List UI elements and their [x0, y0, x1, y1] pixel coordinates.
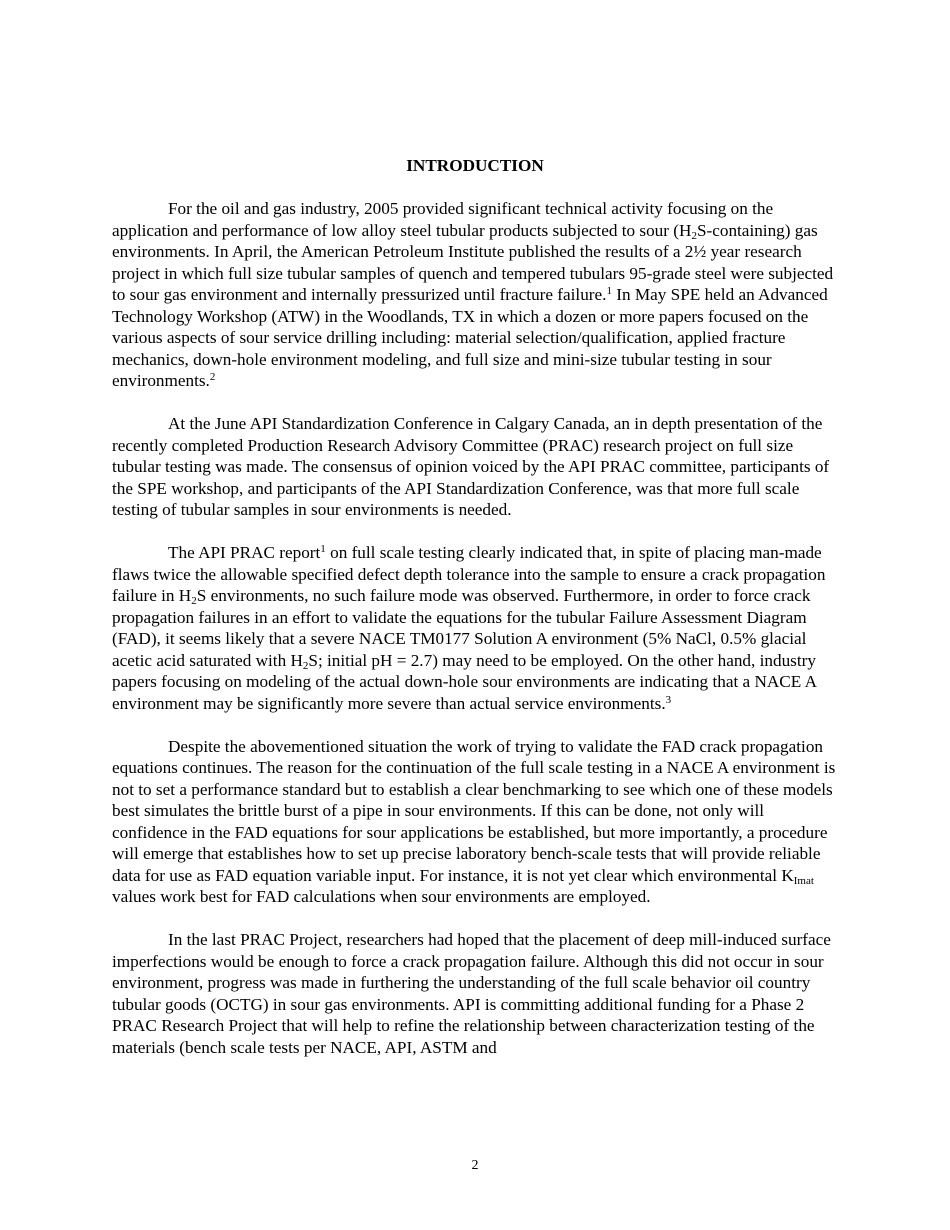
subscript: 2: [691, 229, 697, 242]
text-run: At the June API Standardization Conference in Calgary Canada, an in depth presentation of the recently completed Production Research Advisory Committee (PRAC) research project on full size tubular testing was made. The consensus of opinion voiced by the API PRAC committee, participants of the SPE workshop, and participants of the API Standardization Conference, was that more full scale testing of tubular samples in sour environments is needed.: [112, 414, 830, 519]
paragraph: [112, 929, 838, 1058]
text-run: In May SPE held an Advanced Technology Workshop (ATW) in the Woodlands, TX in which a dozen or more papers focused on the various aspects of sour service drilling including: material selection/qualification, applied fracture mechanics, down-hole environment modeling, and full size and mini-size tubular testing in sour environments.: [112, 285, 828, 390]
footnote-ref: 3: [665, 693, 672, 706]
text-run: S environments, no such failure mode was observed. Furthermore, in order to force crack propagation failures in an effort to validate the equations for the tubular Failure Assessment Diagram (FAD), it seems likely that a severe NACE TM0177 Solution A environment (5% NaCl, 0.5% glacial acetic acid saturated with H: [112, 586, 811, 670]
text-run: S; initial pH = 2.7) may need to be employed. On the other hand, industry papers focusing on modeling of the actual down-hole sour environments are indicating that a NACE A environment may be significantly more severe than actual service environments.: [112, 650, 817, 713]
section-heading: INTRODUCTION: [406, 156, 544, 175]
paragraph: [112, 413, 838, 521]
text-run: The API PRAC report: [168, 543, 321, 562]
text-run: Despite the abovementioned situation the work of trying to validate the FAD crack propagation equations continues. The reason for the continuation of the full scale testing in a NACE A environment is not to set a performance standard but to establish a clear benchmarking to see which one of these models best simulates the brittle burst of a pipe in sour environments. If this can be done, not only will confidence in the FAD equations for sour applications be established, but more importantly, a procedure will emerge that establishes how to set up precise laboratory bench-scale tests that will provide reliable data for use as FAD equation variable input. For instance, it is not yet clear which environmental K: [112, 736, 836, 885]
paragraph: [112, 736, 838, 908]
subscript: 2: [302, 659, 309, 672]
body-text: [112, 198, 838, 1080]
text-run: values work best for FAD calculations when sour environments are employed.: [112, 887, 651, 906]
footnote-ref: 1: [320, 543, 326, 555]
footnote-ref: 2: [209, 371, 216, 383]
text-run: For the oil and gas industry, 2005 provided significant technical activity focusing on the application and performance of low alloy steel tubular products subjected to sour (H: [112, 199, 774, 240]
subscript: 2: [191, 595, 197, 607]
subscript: Imat: [793, 874, 814, 887]
text-run: In the last PRAC Project, researchers had hoped that the placement of deep mill-induced surface imperfections would be enough to force a crack propagation failure. Although this did not occur in sour environment, progress was made in furthering the understanding of the full scale behavior oil country tubular goods (OCTG) in sour gas environments. API is committing additional funding for a Phase 2 PRAC Research Project that will help to refine the relationship between characterization testing of the materials (bench scale tests per NACE, API, ASTM and: [112, 930, 831, 1057]
text-run: on full scale testing clearly indicated that, in spite of placing man-made flaws twice the allowable specified defect depth tolerance into the sample to ensure a crack propagation failure in H: [112, 543, 826, 605]
footnote-ref: 1: [606, 285, 612, 297]
text-run: S-containing) gas environments. In April, the American Petroleum Institute published the results of a 2½ year research project in which full size tubular samples of quench and tempered tubulars 95-grade steel were subjected to sour gas environment and internally pressurized until fracture failure.: [112, 220, 834, 304]
paragraph: [112, 542, 838, 714]
paragraph: [112, 198, 838, 392]
page-number: 2: [471, 1158, 479, 1173]
